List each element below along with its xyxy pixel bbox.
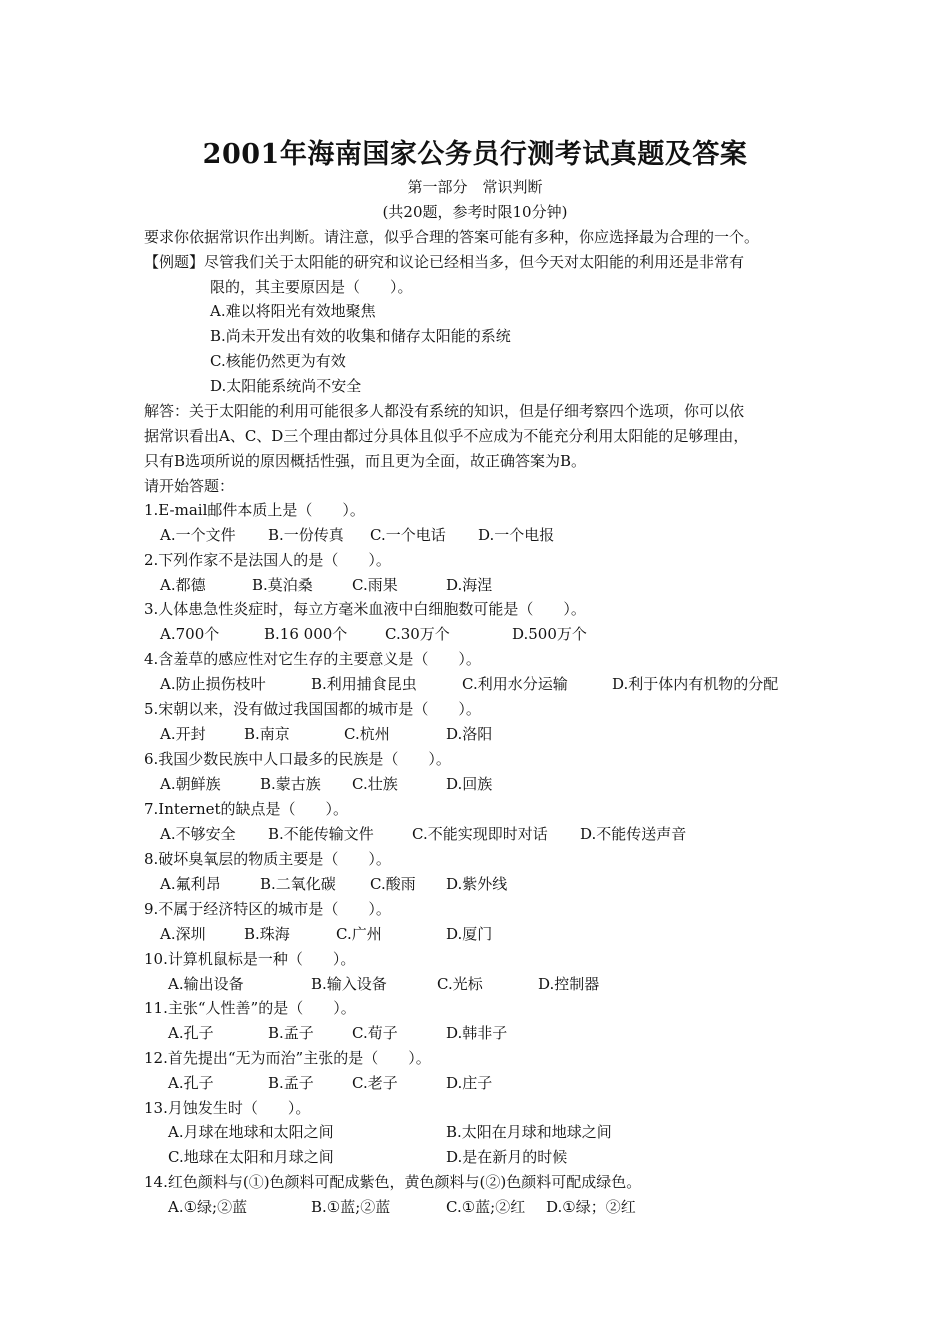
option-c: C.杭州 [344,725,390,743]
option-d: D.500万个 [512,625,587,643]
section-heading: 第一部分 常识判断 [407,178,543,196]
option-b: B.16 000个 [264,625,348,643]
question-11-options [0,1023,950,1043]
option-a: A.氟利昂 [160,875,221,893]
example-line-1: 【例题】尽管我们关于太阳能的研究和议论已经相当多，但今天对太阳能的利用还是非常有 [144,253,745,271]
option-a: A.①绿;②蓝 [168,1198,248,1216]
question-7: 7.Internet的缺点是（ ）。 [144,800,349,818]
option-a: A.深圳 [160,925,206,943]
option-a: A.700个 [160,625,220,643]
option-d: D.回族 [446,775,493,793]
option-b: B.孟子 [268,1074,314,1092]
option-b: B.孟子 [268,1024,314,1042]
option-b: B.蒙古族 [260,775,321,793]
question-1: 1.E-mail邮件本质上是（ ）。 [144,501,365,519]
option-b: B.二氧化碳 [260,875,336,893]
option-a: A.一个文件 [160,526,236,544]
question-5: 5.宋朝以来，没有做过我国国都的城市是（ ）。 [144,700,481,718]
option-b: B.①蓝;②蓝 [311,1198,391,1216]
question-10-options [0,974,950,994]
option-a: A.孔子 [168,1074,214,1092]
option-d: D.不能传送声音 [580,825,687,843]
question-13-options-row-1 [0,1122,950,1142]
question-8-options [0,874,950,894]
example-option-c: C.核能仍然更为有效 [210,352,346,370]
question-12: 12.首先提出“无为而治”主张的是（ ）。 [144,1049,431,1067]
question-10: 10.计算机鼠标是一种（ ）。 [144,950,356,968]
option-c: C.壮族 [352,775,398,793]
question-12-options [0,1073,950,1093]
option-d: D.洛阳 [446,725,493,743]
document-title: 2001年海南国家公务员行测考试真题及答案 [202,139,748,170]
section-note: (共20题，参考时限10分钟) [382,203,568,221]
option-c: C.①蓝;②红 [446,1198,526,1216]
example-option-a: A.难以将阳光有效地聚焦 [210,302,376,320]
option-c: C.一个电话 [370,526,446,544]
answer-line-3: 只有B选项所说的原因概括性强，而且更为全面，故正确答案为B。 [144,452,587,470]
question-6-options [0,774,950,794]
start-prompt: 请开始答题： [144,477,235,495]
question-8: 8.破坏臭氧层的物质主要是（ ）。 [144,850,391,868]
option-b: B.莫泊桑 [252,576,313,594]
option-c: C.雨果 [352,576,398,594]
option-a: A.月球在地球和太阳之间 [168,1123,334,1141]
option-d: D.控制器 [538,975,600,993]
option-b: B.南京 [244,725,290,743]
example-line-2: 限的，其主要原因是（ ）。 [210,278,413,296]
question-14-options [0,1197,950,1217]
option-c: C.酸雨 [370,875,416,893]
option-d: D.一个电报 [478,526,555,544]
question-2-options [0,575,950,595]
option-a: A.输出设备 [168,975,244,993]
option-c: C.光标 [437,975,483,993]
option-c: C.广州 [336,925,382,943]
option-d: D.韩非子 [446,1024,508,1042]
option-b: B.输入设备 [311,975,387,993]
question-2: 2.下列作家不是法国人的是（ ）。 [144,551,391,569]
question-9-options [0,924,950,944]
question-13: 13.月蚀发生时（ ）。 [144,1099,311,1117]
answer-line-1: 解答：关于太阳能的利用可能很多人都没有系统的知识，但是仔细考察四个选项，你可以依 [144,402,745,420]
question-14: 14.红色颜料与(①)色颜料可配成紫色，黄色颜料与(②)色颜料可配成绿色。 [144,1173,642,1191]
option-b: B.珠海 [244,925,290,943]
question-1-options [0,525,950,545]
question-13-options-row-2 [0,1147,950,1167]
question-3-options [0,624,950,644]
option-d: D.是在新月的时候 [446,1148,568,1166]
option-c: C.不能实现即时对话 [412,825,548,843]
option-a: A.孔子 [168,1024,214,1042]
question-5-options [0,724,950,744]
option-c: C.老子 [352,1074,398,1092]
question-6: 6.我国少数民族中人口最多的民族是（ ）。 [144,750,451,768]
option-c: C.荀子 [352,1024,398,1042]
option-c: C.地球在太阳和月球之间 [168,1148,334,1166]
option-d: D.海涅 [446,576,493,594]
question-11: 11.主张“人性善”的是（ ）。 [144,999,356,1017]
instruction-text: 要求你依据常识作出判断。请注意，似乎合理的答案可能有多种，你应选择最为合理的一个。 [144,228,760,246]
question-3: 3.人体患急性炎症时，每立方毫米血液中白细胞数可能是（ ）。 [144,600,586,618]
question-9: 9.不属于经济特区的城市是（ ）。 [144,900,391,918]
option-d: D.庄子 [446,1074,493,1092]
option-b: B.一份传真 [268,526,344,544]
question-4-options [0,674,950,694]
question-4: 4.含羞草的感应性对它生存的主要意义是（ ）。 [144,650,481,668]
option-d: D.①绿；②红 [546,1198,636,1216]
option-a: A.防止损伤枝叶 [160,675,266,693]
option-b: B.不能传输文件 [268,825,374,843]
question-7-options [0,824,950,844]
option-c: C.30万个 [385,625,450,643]
option-c: C.利用水分运输 [462,675,568,693]
option-d: D.厦门 [446,925,493,943]
example-option-d: D.太阳能系统尚不安全 [210,377,362,395]
option-b: B.太阳在月球和地球之间 [446,1123,612,1141]
option-a: A.不够安全 [160,825,236,843]
option-d: D.利于体内有机物的分配 [612,675,779,693]
example-option-b: B.尚未开发出有效的收集和储存太阳能的系统 [210,327,511,345]
option-d: D.紫外线 [446,875,508,893]
option-a: A.开封 [160,725,206,743]
option-b: B.利用捕食昆虫 [311,675,417,693]
option-a: A.都德 [160,576,206,594]
answer-line-2: 据常识看出A、C、D三个理由都过分具体且似乎不应成为不能充分利用太阳能的足够理由， [144,427,749,445]
option-a: A.朝鲜族 [160,775,221,793]
